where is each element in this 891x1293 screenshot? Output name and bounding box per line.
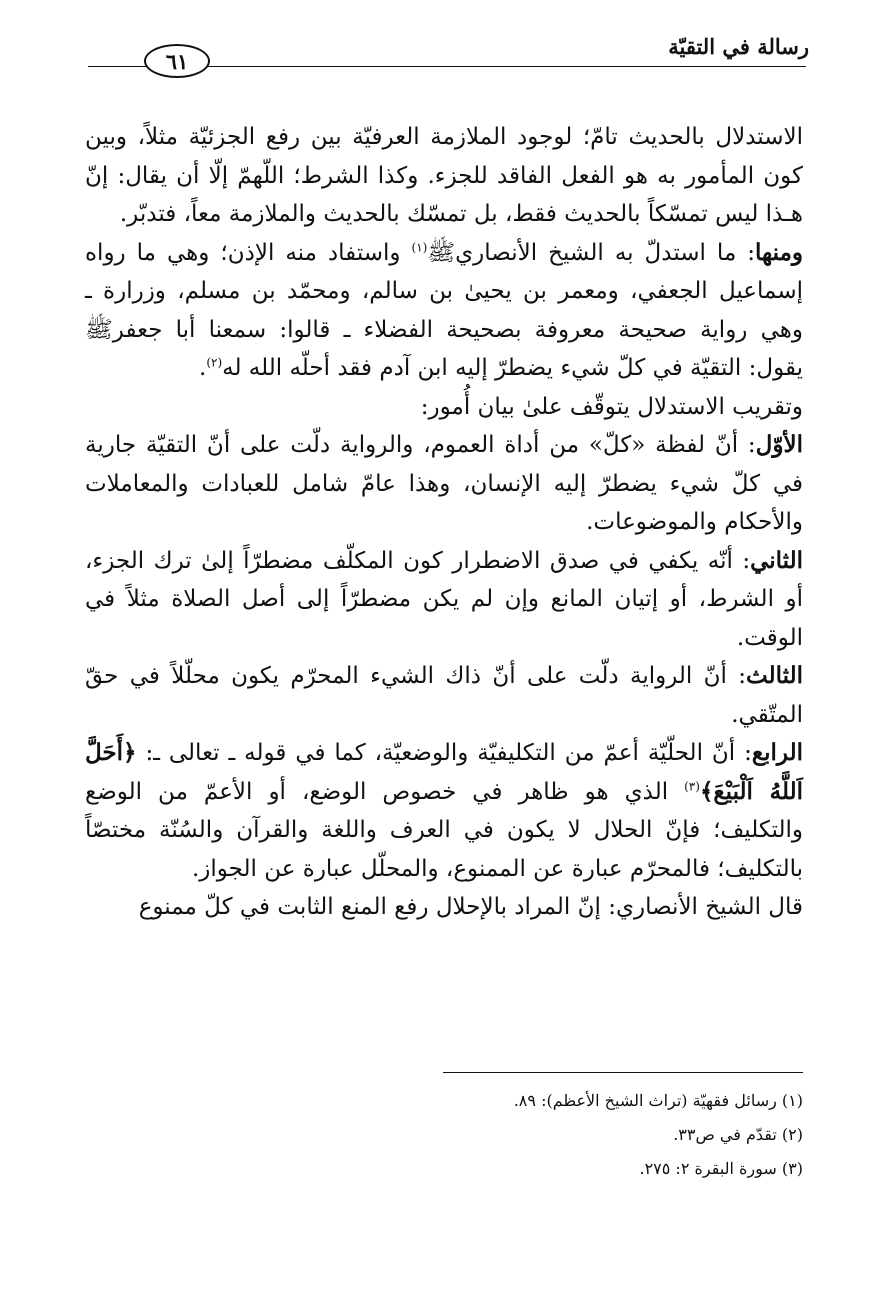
paragraph-1 bbox=[85, 118, 803, 234]
paragraph-text: قال الشيخ الأنصاري: إنّ المراد بالإحلال رفع المنع الثابت في كلّ ممنوع bbox=[138, 894, 803, 920]
paragraph-7 bbox=[85, 734, 803, 888]
body-text bbox=[85, 118, 803, 927]
footnote-ref-1: (١) bbox=[411, 239, 428, 254]
paragraph-lead: الأوّل bbox=[755, 431, 803, 458]
paragraph-text-cont: الذي هو ظاهر في خصوص الوضع، أو الأعمّ من الوضع والتكليف؛ فإنّ الحلال لا يكون في العرف واللغة والقرآن والسُنّة مختصّاً بالتكليف؛ فالمحرّم عبارة عن الممنوع، والمحلّل عبارة عن الجواز. bbox=[85, 778, 803, 882]
paragraph-text: : أنّ الحلّيّة أعمّ من التكليفيّة والوضعيّة، كما في قوله ـ تعالى ـ: bbox=[136, 740, 752, 766]
paragraph-text-cont: واستفاد منه الإذن؛ وهي ما رواه إسماعيل الجعفي، ومعمر بن يحيىٰ بن سالم، ومحمّد بن مسلم، وزرارة ـ وهي رواية صحيحة معروفة بصحيحة الفضلاء ـ قالوا: سمعنا أبا جعفرﷺ يقول: التقيّة في كلّ شيء يضطرّ إليه ابن آدم فقد أحلّه الله له bbox=[85, 239, 803, 381]
footnote-3: (٣) سورة البقرة ٢: ٢٧٥. bbox=[639, 1159, 803, 1178]
footnote-rule bbox=[443, 1072, 803, 1073]
paragraph-text: الاستدلال بالحديث تامّ؛ لوجود الملازمة العرفيّة بين رفع الجزئيّة مثلاً، وبين كون المأمور به هو الفعل الفاقد للجزء. وكذا الشرط؛ اللّهمّ إلّا أن يقال: إنّ هـذا ليس تمسّكاً بالحديث فقط، بل تمسّك بالحديث والملازمة معاً، فتدبّر. bbox=[85, 124, 803, 227]
paragraph-lead: ومنها bbox=[755, 238, 803, 266]
page-number-oval bbox=[144, 44, 210, 78]
footnotes bbox=[85, 1084, 803, 1186]
paragraph-2 bbox=[85, 234, 803, 388]
paragraph-4 bbox=[85, 426, 803, 542]
paragraph-end: . bbox=[199, 355, 207, 381]
paragraph-lead: الرابع bbox=[751, 739, 803, 766]
paragraph-lead: الثاني bbox=[750, 546, 803, 574]
paragraph-text: : أنّ لفظة «كلّ» من أداة العموم، والرواية دلّت على أنّ التقيّة جارية في كلّ شيء يضطرّ إليه الإنسان، وهذا عامّ شامل للعبادات والمعاملات والأحكام والموضوعات. bbox=[85, 432, 803, 535]
quran-verse: ﴿أَحَلَّ اَللَّهُ اَلْبَيْعَ﴾ bbox=[85, 739, 803, 805]
paragraph-text: : أنّه يكفي في صدق الاضطرار كون المكلّف مضطرّاً إلىٰ ترك الجزء، أو الشرط، أو إتيان المانع وإن لم يكن مضطرّاً إلى أصل الصلاة مثلاً في الوقت. bbox=[85, 547, 803, 651]
footnote-ref-3: (٣) bbox=[684, 778, 700, 793]
footnote-1: (١) رسائل فقهيّة (تراث الشيخ الأعظم): ٨٩. bbox=[513, 1091, 803, 1110]
footnote-ref-2: (٢) bbox=[206, 355, 223, 370]
paragraph-lead: الثالث bbox=[746, 662, 803, 689]
paragraph-text: : أنّ الرواية دلّت على أنّ ذاك الشيء المحرّم يكون محلّلاً في حقّ المتّقي. bbox=[85, 663, 803, 728]
paragraph-3 bbox=[85, 388, 803, 427]
footnote-2: (٢) تقدّم في ص٣٣. bbox=[673, 1125, 803, 1144]
running-header-title: رسالة في التقيّة bbox=[668, 34, 809, 59]
paragraph-text: : ما استدلّ به الشيخ الأنصاريﷺ bbox=[427, 239, 756, 266]
paragraph-text: وتقريب الاستدلال يتوقّف علىٰ بيان أُمور: bbox=[420, 393, 803, 420]
paragraph-8 bbox=[85, 888, 803, 927]
page-number: ٦١ bbox=[165, 48, 189, 74]
paragraph-5 bbox=[85, 542, 803, 658]
paragraph-6 bbox=[85, 657, 803, 734]
